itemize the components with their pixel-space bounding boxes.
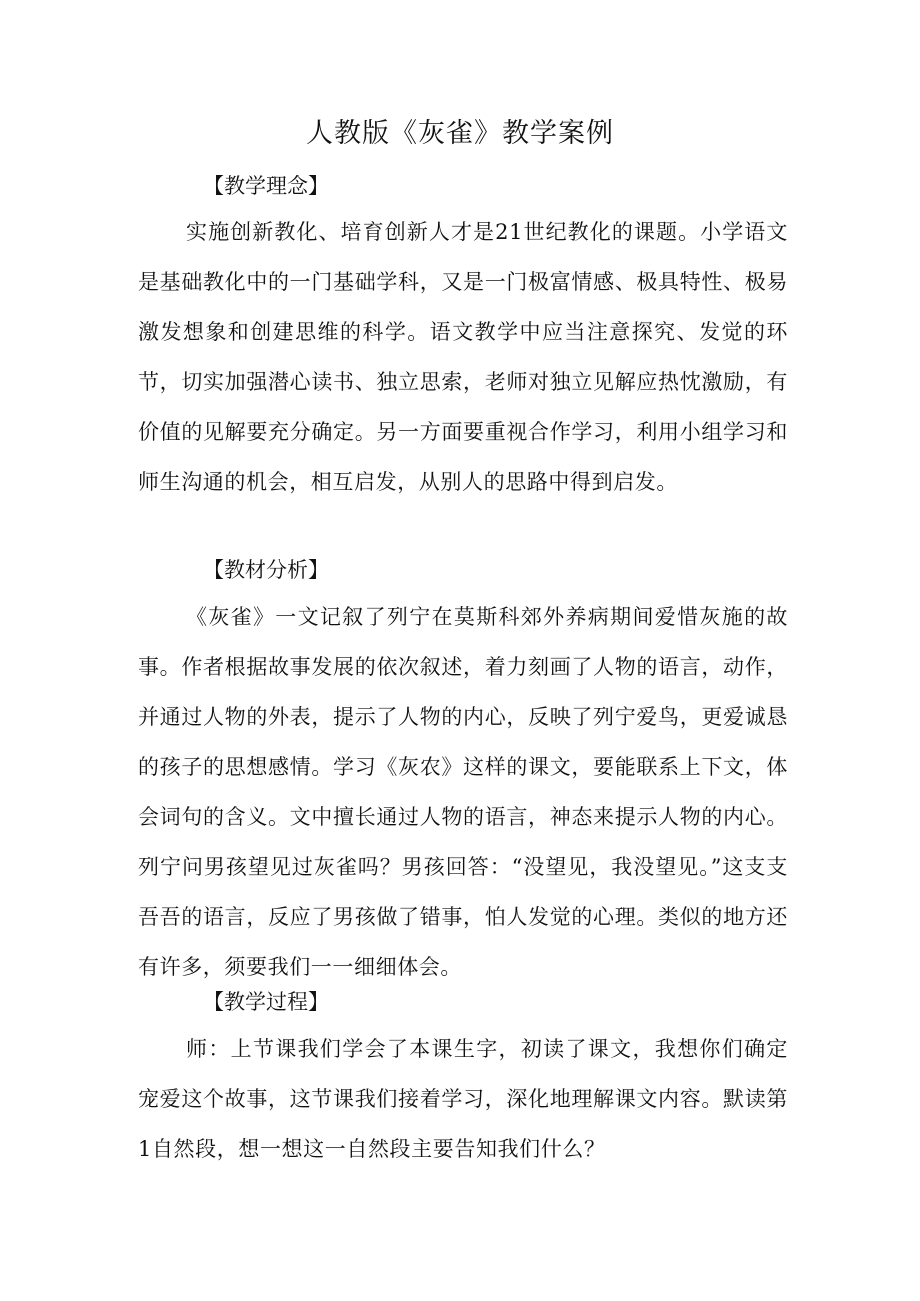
section-body-teaching-process: 师：上节课我们学会了本课生字，初读了课文，我想你们确定宠爱这个故事，这节课我们接着学习，深化地理解课文内容。默读第1自然段，想一想这一自然段主要告知我们什么？	[138, 1037, 788, 1161]
section-heading-textbook-analysis: 【教材分析】	[203, 558, 329, 582]
section-body-textbook-analysis: 《灰雀》一文记叙了列宁在莫斯科郊外养病期间爱惜灰施的故事。作者根据故事发展的依次叙述，着力刻画了人物的语言，动作，并通过人物的外表，提示了人物的内心，反映了列宁爱鸟，更爱诚恳的孩子的思想感情。学习《灰农》这样的课文，要能联系上下文，体会词句的含义。文中擅长通过人物的语言，神态来提示人物的内心。列宁问男孩望见过灰雀吗？男孩回答：“没望见，我没望见。”这支支吾吾的语言，反应了男孩做了错事，怕人发觉的心理。类似的地方还有许多，须要我们一一细细体会。	[138, 605, 788, 979]
section-body-teaching-philosophy: 实施创新教化、培育创新人才是21世纪教化的课题。小学语文是基础教化中的一门基础学科，又是一门极富情感、极具特性、极易激发想象和创建思维的科学。语文教学中应当注意探究、发觉的环节，切实加强潜心读书、独立思索，老师对独立见解应热忱激励，有价值的见解要充分确定。另一方面要重视合作学习，利用小组学习和师生沟通的机会，相互启发，从别人的思路中得到启发。	[138, 220, 788, 494]
section-heading-teaching-philosophy: 【教学理念】	[203, 174, 329, 198]
document-title: 人教版《灰雀》教学案例	[306, 118, 614, 149]
section-heading-teaching-process: 【教学过程】	[203, 990, 329, 1014]
